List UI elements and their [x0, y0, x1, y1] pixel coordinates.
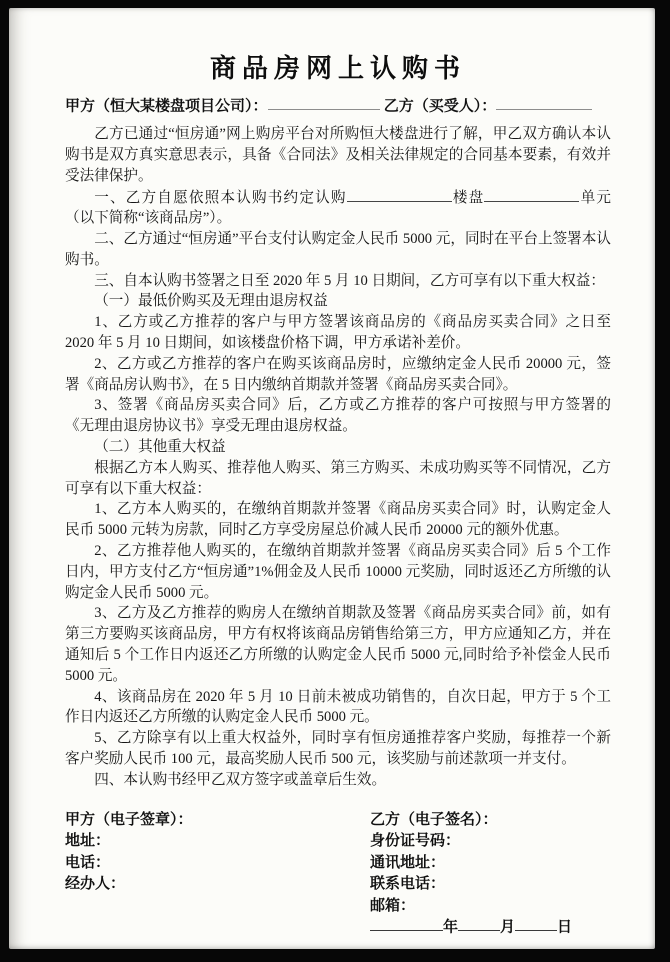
- section-1-item-1: 1、乙方或乙方推荐的客户与甲方签署该商品房的《商品房买卖合同》之日至 2020 年 5 月 10 日期间，如该楼盘价格下调，甲方承诺补差价。: [65, 314, 611, 352]
- section-2-item-4: 4、该商品房在 2020 年 5 月 10 日前未被成功销售的，自次日起，甲方于 5 个工作日内返还乙方所缴的认购定金人民币 5000 元。: [65, 688, 611, 726]
- document-title: 商品房网上认购书: [209, 53, 466, 83]
- year-unit: 年: [443, 918, 459, 936]
- signature-block: [65, 809, 611, 938]
- party-a-agent-label: 经办人：: [65, 875, 126, 893]
- section-2-intro: 根据乙方本人购买、推荐他人购买、第三方购买、未成功购买等不同情况，乙方可享有以下重大权益：: [65, 459, 611, 497]
- clause-3-paragraph: 三、自本认购书签署之日至 2020 年 5 月 10 日期间，乙方可享有以下重大权益：: [94, 272, 605, 289]
- party-a-label: 甲方（恒大某楼盘项目公司）：: [65, 97, 268, 115]
- month-unit: 月: [500, 918, 516, 936]
- year-blank: [370, 916, 443, 931]
- clause-1-pre: 一、乙方自愿依照本认购书约定认购: [94, 189, 347, 206]
- clause-1-post: 单元（以下简称“该商品房”）。: [65, 189, 611, 227]
- date-line: [370, 916, 611, 938]
- party-identification-line: [65, 95, 611, 117]
- party-b-label: 乙方（买受人）：: [383, 97, 497, 115]
- day-blank: [515, 916, 557, 931]
- unit-number-blank: [484, 187, 579, 202]
- party-a-seal-label: 甲方（电子签章）：: [65, 810, 193, 828]
- party-b-signature-column: [370, 809, 611, 938]
- month-blank: [458, 916, 500, 931]
- section-2-item-2: 2、乙方推荐他人购买的，在缴纳首期款并签署《商品房买卖合同》后 5 个工作日内，甲方支付乙方“恒房通”1%佣金及人民币 10000 元奖励，同时返还乙方所缴的认购定金人民币 5000 元。: [65, 543, 611, 601]
- clause-4-paragraph: 四、本认购书经甲乙双方签字或盖章后生效。: [94, 771, 387, 788]
- section-2-item-1: 1、乙方本人购买的，在缴纳首期款并签署《商品房买卖合同》时，认购定金人民币 5000 元转为房款，同时乙方享受房屋总价减人民币 20000 元的额外优惠。: [65, 501, 611, 539]
- building-name-blank: [347, 187, 452, 202]
- day-unit: 日: [557, 918, 573, 936]
- party-a-fill-blank: [268, 95, 380, 110]
- intro-paragraph: 乙方已通过“恒房通”网上购房平台对所购恒大楼盘进行了解，甲乙双方确认本认购书是双方真实意思表示，具备《合同法》及相关法律规定的合同基本要素，有效并受法律保护。: [65, 126, 611, 184]
- party-b-email-label: 邮箱：: [370, 896, 416, 914]
- party-b-contact-phone-label: 联系电话：: [370, 875, 446, 893]
- party-b-mailing-address-label: 通讯地址：: [370, 853, 446, 871]
- contract-body: [65, 124, 611, 790]
- section-1-heading: （一）最低价购买及无理由退房权益: [94, 293, 328, 310]
- party-b-fill-blank: [496, 95, 592, 110]
- party-a-address-label: 地址：: [65, 832, 111, 850]
- section-2-heading: （二）其他重大权益: [94, 439, 226, 456]
- clause-1-paragraph: [65, 187, 611, 229]
- document-page: [9, 8, 655, 949]
- section-1-item-2: 2、乙方或乙方推荐的客户在购买该商品房时，应缴纳定金人民币 20000 元，签署《商品房认购书》，在 5 日内缴纳首期款并签署《商品房买卖合同》。: [65, 355, 611, 393]
- clause-1-mid: 楼盘: [451, 189, 485, 206]
- section-2-item-5: 5、乙方除享有以上重大权益外，同时享有恒房通推荐客户奖励，每推荐一个新客户奖励人民币 100 元，最高奖励人民币 500 元，该奖励与前述款项一并支付。: [65, 730, 611, 768]
- section-2-item-3: 3、乙方及乙方推荐的购房人在缴纳首期款及签署《商品房买卖合同》前，如有第三方要购买该商品房，甲方有权将该商品房销售给第三方，甲方应通知乙方，并在通知后 5 个工作日内返还乙方所缴的认购定金人民币 5000 元,同时给予补偿金人民币 5000 元。: [65, 605, 611, 684]
- party-b-signature-label: 乙方（电子签名）：: [370, 810, 498, 828]
- party-a-signature-column: [65, 809, 370, 938]
- document-content: [65, 50, 611, 938]
- party-a-phone-label: 电话：: [65, 853, 111, 871]
- section-1-item-3: 3、签署《商品房买卖合同》后，乙方或乙方推荐的客户可按照与甲方签署的《无理由退房协议书》享受无理由退房权益。: [65, 397, 611, 435]
- party-b-id-number-label: 身份证号码：: [370, 832, 461, 850]
- clause-2-paragraph: 二、乙方通过“恒房通”平台支付认购定金人民币 5000 元，同时在平台上签署本认购书。: [65, 231, 611, 268]
